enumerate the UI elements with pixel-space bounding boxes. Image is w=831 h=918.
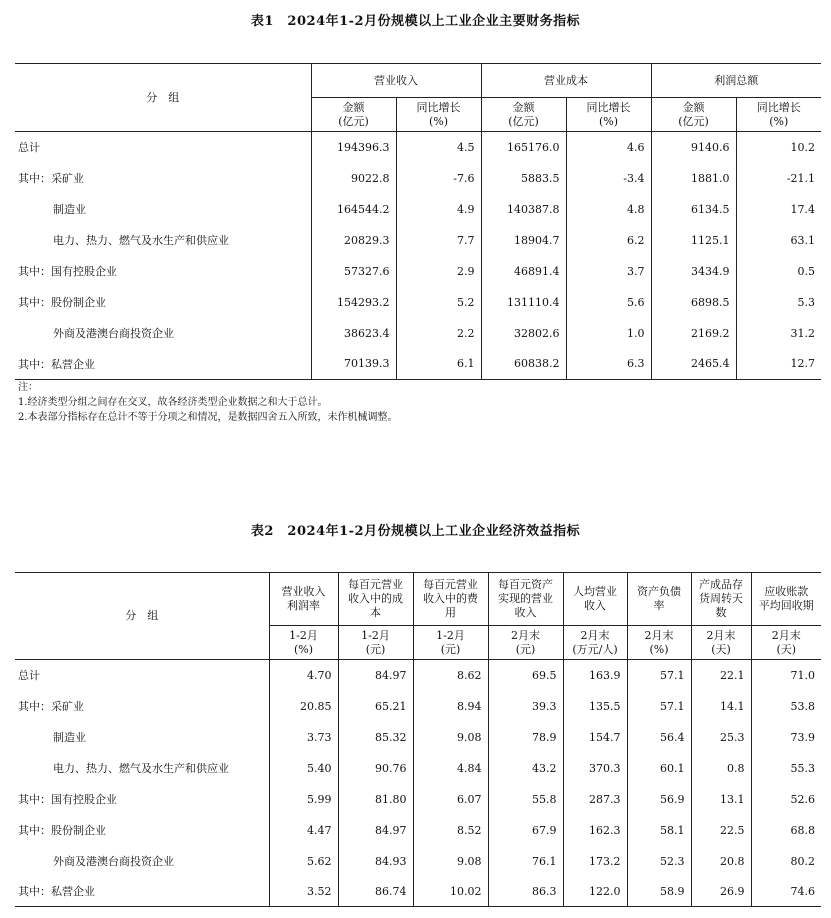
cell-value: 12.7 bbox=[736, 349, 821, 380]
col-header-line: 应收账款 bbox=[764, 585, 809, 598]
unit-header-line: 2月末 bbox=[706, 628, 736, 642]
cell-value: 57.1 bbox=[627, 660, 691, 691]
unit-header-line: 1-2月 bbox=[289, 628, 318, 642]
row-label: 总计 bbox=[18, 141, 40, 155]
table-row bbox=[15, 722, 821, 753]
row-label: 其中：股份制企业 bbox=[18, 824, 106, 837]
cell-value: 6.07 bbox=[413, 784, 488, 815]
cell-value: 69.5 bbox=[488, 660, 563, 691]
cell-value: 60838.2 bbox=[481, 349, 566, 380]
unit-header-line: (元) bbox=[440, 642, 461, 656]
table-row bbox=[15, 846, 821, 877]
cell-value: 3.7 bbox=[566, 256, 651, 287]
cell-value: 163.9 bbox=[563, 660, 627, 691]
cell-value: 60.1 bbox=[627, 753, 691, 784]
cell-value: 39.3 bbox=[488, 691, 563, 722]
cell-value: 90.76 bbox=[338, 753, 413, 784]
col-header-line: 率 bbox=[653, 599, 665, 612]
cell-value: 122.0 bbox=[563, 877, 627, 907]
col-header-line: 实现的营业 bbox=[498, 592, 553, 605]
col-header bbox=[413, 573, 488, 626]
cell-value: 22.1 bbox=[691, 660, 751, 691]
table1-notes bbox=[18, 380, 398, 425]
group-header: 分 组 bbox=[15, 573, 269, 660]
cell-value: 22.5 bbox=[691, 815, 751, 846]
cell-value: 2.2 bbox=[396, 318, 481, 349]
col-header-line: 收入中的费 bbox=[423, 592, 478, 605]
cell-value: 164544.2 bbox=[311, 194, 396, 225]
cell-value: 8.52 bbox=[413, 815, 488, 846]
row-label: 制造业 bbox=[53, 731, 86, 744]
sub-header-line: (%) bbox=[598, 114, 619, 128]
unit-header bbox=[627, 626, 691, 660]
cell-value: 1125.1 bbox=[651, 225, 736, 256]
cell-value: 26.9 bbox=[691, 877, 751, 907]
col-header bbox=[338, 573, 413, 626]
unit-header bbox=[338, 626, 413, 660]
row-label: 其中：国有控股企业 bbox=[18, 793, 117, 806]
col-group-header: 营业收入 bbox=[311, 64, 481, 98]
sub-header bbox=[481, 98, 566, 132]
col-header bbox=[751, 573, 821, 626]
cell-value: 162.3 bbox=[563, 815, 627, 846]
cell-value: 65.21 bbox=[338, 691, 413, 722]
cell-value: 154293.2 bbox=[311, 287, 396, 318]
cell-value: 5.62 bbox=[269, 846, 338, 877]
financial-indicators-table bbox=[15, 63, 821, 380]
cell-value: 80.2 bbox=[751, 846, 821, 877]
col-header-line: 每百元营业 bbox=[348, 578, 403, 591]
cell-value: 46891.4 bbox=[481, 256, 566, 287]
cell-value: 18904.7 bbox=[481, 225, 566, 256]
row-label: 电力、热力、燃气及水生产和供应业 bbox=[53, 234, 229, 247]
cell-value: 74.6 bbox=[751, 877, 821, 907]
cell-value: -3.4 bbox=[566, 163, 651, 194]
col-group-header: 利润总额 bbox=[651, 64, 821, 98]
cell-value: 53.8 bbox=[751, 691, 821, 722]
col-header-line: 收入中的成 bbox=[348, 592, 403, 605]
unit-header-line: 2月末 bbox=[511, 628, 540, 642]
cell-value: 5.40 bbox=[269, 753, 338, 784]
col-header-line: 数 bbox=[715, 606, 727, 619]
unit-header-line: 1-2月 bbox=[436, 628, 465, 642]
efficiency-indicators-table bbox=[15, 572, 821, 907]
cell-value: 4.70 bbox=[269, 660, 338, 691]
cell-value: 0.5 bbox=[736, 256, 821, 287]
cell-value: 7.7 bbox=[396, 225, 481, 256]
sub-header-line: 同比增长 bbox=[586, 100, 631, 114]
cell-value: 4.47 bbox=[269, 815, 338, 846]
unit-header bbox=[691, 626, 751, 660]
col-header-line: 货周转天 bbox=[699, 592, 743, 605]
cell-value: 165176.0 bbox=[481, 132, 566, 163]
table-row bbox=[15, 784, 821, 815]
cell-value: 20.8 bbox=[691, 846, 751, 877]
col-header bbox=[627, 573, 691, 626]
cell-value: 58.9 bbox=[627, 877, 691, 907]
cell-value: 131110.4 bbox=[481, 287, 566, 318]
cell-value: 10.02 bbox=[413, 877, 488, 907]
col-header-line: 收入 bbox=[584, 599, 606, 612]
table-row bbox=[15, 132, 821, 163]
group-header: 分 组 bbox=[15, 64, 311, 132]
cell-value: 9.08 bbox=[413, 722, 488, 753]
cell-value: 5.3 bbox=[736, 287, 821, 318]
cell-value: 1.0 bbox=[566, 318, 651, 349]
table1-title: 表1 2024年1-2月份规模以上工业企业主要财务指标 bbox=[250, 14, 581, 29]
cell-value: 0.8 bbox=[691, 753, 751, 784]
row-label: 电力、热力、燃气及水生产和供应业 bbox=[53, 762, 229, 775]
col-group-header: 营业成本 bbox=[481, 64, 651, 98]
table-row bbox=[15, 815, 821, 846]
cell-value: 3.52 bbox=[269, 877, 338, 907]
cell-value: 73.9 bbox=[751, 722, 821, 753]
cell-value: 85.32 bbox=[338, 722, 413, 753]
cell-value: 56.9 bbox=[627, 784, 691, 815]
col-header-line: 用 bbox=[445, 606, 456, 619]
cell-value: 17.4 bbox=[736, 194, 821, 225]
cell-value: 76.1 bbox=[488, 846, 563, 877]
row-label: 总计 bbox=[18, 669, 40, 683]
cell-value: -7.6 bbox=[396, 163, 481, 194]
row-label: 其中：私营企业 bbox=[18, 885, 95, 899]
row-label: 其中：国有控股企业 bbox=[18, 265, 117, 278]
cell-value: 38623.4 bbox=[311, 318, 396, 349]
sub-header-line: 同比增长 bbox=[756, 100, 801, 114]
table-row bbox=[15, 877, 821, 907]
table-row bbox=[15, 691, 821, 722]
cell-value: 8.94 bbox=[413, 691, 488, 722]
cell-value: 52.3 bbox=[627, 846, 691, 877]
sub-header-line: 金额 bbox=[682, 100, 705, 114]
cell-value: 63.1 bbox=[736, 225, 821, 256]
cell-value: 287.3 bbox=[563, 784, 627, 815]
row-label: 其中：私营企业 bbox=[18, 357, 95, 371]
cell-value: 56.4 bbox=[627, 722, 691, 753]
unit-header bbox=[488, 626, 563, 660]
cell-value: 84.97 bbox=[338, 815, 413, 846]
cell-value: 6898.5 bbox=[651, 287, 736, 318]
sub-header-line: (%) bbox=[769, 114, 789, 128]
sub-header-line: (亿元) bbox=[678, 114, 709, 128]
cell-value: 9022.8 bbox=[311, 163, 396, 194]
cell-value: 10.2 bbox=[736, 132, 821, 163]
unit-header bbox=[269, 626, 338, 660]
col-header-line: 资产负债 bbox=[637, 585, 681, 598]
cell-value: 4.5 bbox=[396, 132, 481, 163]
col-header-line: 人均营业 bbox=[573, 585, 617, 598]
table-row bbox=[15, 225, 821, 256]
cell-value: 71.0 bbox=[751, 660, 821, 691]
cell-value: 4.8 bbox=[566, 194, 651, 225]
col-header bbox=[488, 573, 563, 626]
cell-value: 84.93 bbox=[338, 846, 413, 877]
unit-header-line: (%) bbox=[649, 642, 669, 656]
unit-header-line: (元) bbox=[365, 642, 386, 656]
row-label: 制造业 bbox=[53, 203, 86, 216]
sub-header-line: 金额 bbox=[512, 100, 535, 114]
cell-value: 55.8 bbox=[488, 784, 563, 815]
col-header-line: 产成品存 bbox=[699, 578, 743, 591]
cell-value: 194396.3 bbox=[311, 132, 396, 163]
cell-value: 68.8 bbox=[751, 815, 821, 846]
unit-header bbox=[751, 626, 821, 660]
cell-value: 4.6 bbox=[566, 132, 651, 163]
unit-header-line: (元) bbox=[515, 642, 536, 656]
cell-value: 58.1 bbox=[627, 815, 691, 846]
cell-value: 6134.5 bbox=[651, 194, 736, 225]
col-header-line: 营业收入 bbox=[281, 585, 326, 598]
cell-value: 20.85 bbox=[269, 691, 338, 722]
table-row bbox=[15, 194, 821, 225]
cell-value: 5.2 bbox=[396, 287, 481, 318]
cell-value: 3.73 bbox=[269, 722, 338, 753]
cell-value: 4.9 bbox=[396, 194, 481, 225]
sub-header-line: 同比增长 bbox=[416, 100, 461, 114]
row-label: 其中：股份制企业 bbox=[18, 296, 106, 309]
table-row bbox=[15, 163, 821, 194]
col-header-line: 收入 bbox=[514, 606, 537, 619]
cell-value: 67.9 bbox=[488, 815, 563, 846]
cell-value: 86.74 bbox=[338, 877, 413, 907]
col-header-line: 本 bbox=[370, 606, 381, 619]
cell-value: 135.5 bbox=[563, 691, 627, 722]
row-label: 外商及港澳台商投资企业 bbox=[53, 855, 174, 868]
cell-value: 2.9 bbox=[396, 256, 481, 287]
note-line: 1.经济类型分组之间存在交叉，故各经济类型企业数据之和大于总计。 bbox=[18, 397, 328, 408]
col-header-line: 每百元资产 bbox=[498, 578, 553, 591]
unit-header-line: 1-2月 bbox=[361, 628, 390, 642]
table-row bbox=[15, 349, 821, 380]
unit-header bbox=[413, 626, 488, 660]
cell-value: 370.3 bbox=[563, 753, 627, 784]
cell-value: 3434.9 bbox=[651, 256, 736, 287]
cell-value: 2169.2 bbox=[651, 318, 736, 349]
sub-header-line: (亿元) bbox=[508, 114, 539, 128]
cell-value: 5.6 bbox=[566, 287, 651, 318]
unit-header-line: (万元/人) bbox=[572, 642, 618, 656]
cell-value: 25.3 bbox=[691, 722, 751, 753]
table-row bbox=[15, 318, 821, 349]
sub-header-line: 金额 bbox=[342, 100, 365, 114]
col-header-line: 每百元营业 bbox=[423, 578, 478, 591]
cell-value: 14.1 bbox=[691, 691, 751, 722]
cell-value: 1881.0 bbox=[651, 163, 736, 194]
cell-value: 57.1 bbox=[627, 691, 691, 722]
sub-header bbox=[651, 98, 736, 132]
table-row bbox=[15, 287, 821, 318]
unit-header-line: 2月末 bbox=[580, 628, 610, 642]
table2-title: 表2 2024年1-2月份规模以上工业企业经济效益指标 bbox=[250, 524, 581, 539]
cell-value: 140387.8 bbox=[481, 194, 566, 225]
cell-value: 70139.3 bbox=[311, 349, 396, 380]
unit-header-line: 2月末 bbox=[771, 628, 801, 642]
cell-value: 13.1 bbox=[691, 784, 751, 815]
cell-value: 20829.3 bbox=[311, 225, 396, 256]
note-line: 注： bbox=[18, 382, 38, 393]
cell-value: 6.2 bbox=[566, 225, 651, 256]
unit-header-line: (%) bbox=[293, 642, 314, 656]
col-header-line: 利润率 bbox=[287, 599, 320, 612]
cell-value: 52.6 bbox=[751, 784, 821, 815]
cell-value: 32802.6 bbox=[481, 318, 566, 349]
cell-value: 5.99 bbox=[269, 784, 338, 815]
col-header bbox=[691, 573, 751, 626]
table-row bbox=[15, 660, 821, 691]
sub-header bbox=[396, 98, 481, 132]
cell-value: 57327.6 bbox=[311, 256, 396, 287]
cell-value: 78.9 bbox=[488, 722, 563, 753]
unit-header-line: (天) bbox=[776, 642, 797, 656]
table-row bbox=[15, 753, 821, 784]
row-label: 其中：采矿业 bbox=[18, 700, 84, 713]
note-line: 2.本表部分指标存在总计不等于分项之和情况，是数据四舍五入所致，未作机械调整。 bbox=[18, 412, 398, 423]
col-header-line: 平均回收期 bbox=[758, 599, 814, 612]
sub-header-line: (亿元) bbox=[338, 114, 369, 128]
cell-value: 173.2 bbox=[563, 846, 627, 877]
sub-header bbox=[311, 98, 396, 132]
cell-value: 5883.5 bbox=[481, 163, 566, 194]
unit-header bbox=[563, 626, 627, 660]
cell-value: 154.7 bbox=[563, 722, 627, 753]
row-label: 外商及港澳台商投资企业 bbox=[53, 327, 174, 340]
cell-value: 6.1 bbox=[396, 349, 481, 380]
cell-value: 43.2 bbox=[488, 753, 563, 784]
cell-value: 31.2 bbox=[736, 318, 821, 349]
cell-value: 9.08 bbox=[413, 846, 488, 877]
cell-value: 8.62 bbox=[413, 660, 488, 691]
cell-value: 86.3 bbox=[488, 877, 563, 907]
sub-header-line: (%) bbox=[428, 114, 449, 128]
cell-value: 6.3 bbox=[566, 349, 651, 380]
cell-value: 9140.6 bbox=[651, 132, 736, 163]
cell-value: 84.97 bbox=[338, 660, 413, 691]
table-row bbox=[15, 256, 821, 287]
cell-value: 81.80 bbox=[338, 784, 413, 815]
row-label: 其中：采矿业 bbox=[18, 172, 84, 185]
unit-header-line: 2月末 bbox=[644, 628, 674, 642]
cell-value: 2465.4 bbox=[651, 349, 736, 380]
sub-header bbox=[566, 98, 651, 132]
sub-header bbox=[736, 98, 821, 132]
cell-value: -21.1 bbox=[736, 163, 821, 194]
col-header bbox=[563, 573, 627, 626]
unit-header-line: (天) bbox=[711, 642, 731, 656]
cell-value: 55.3 bbox=[751, 753, 821, 784]
cell-value: 4.84 bbox=[413, 753, 488, 784]
col-header bbox=[269, 573, 338, 626]
